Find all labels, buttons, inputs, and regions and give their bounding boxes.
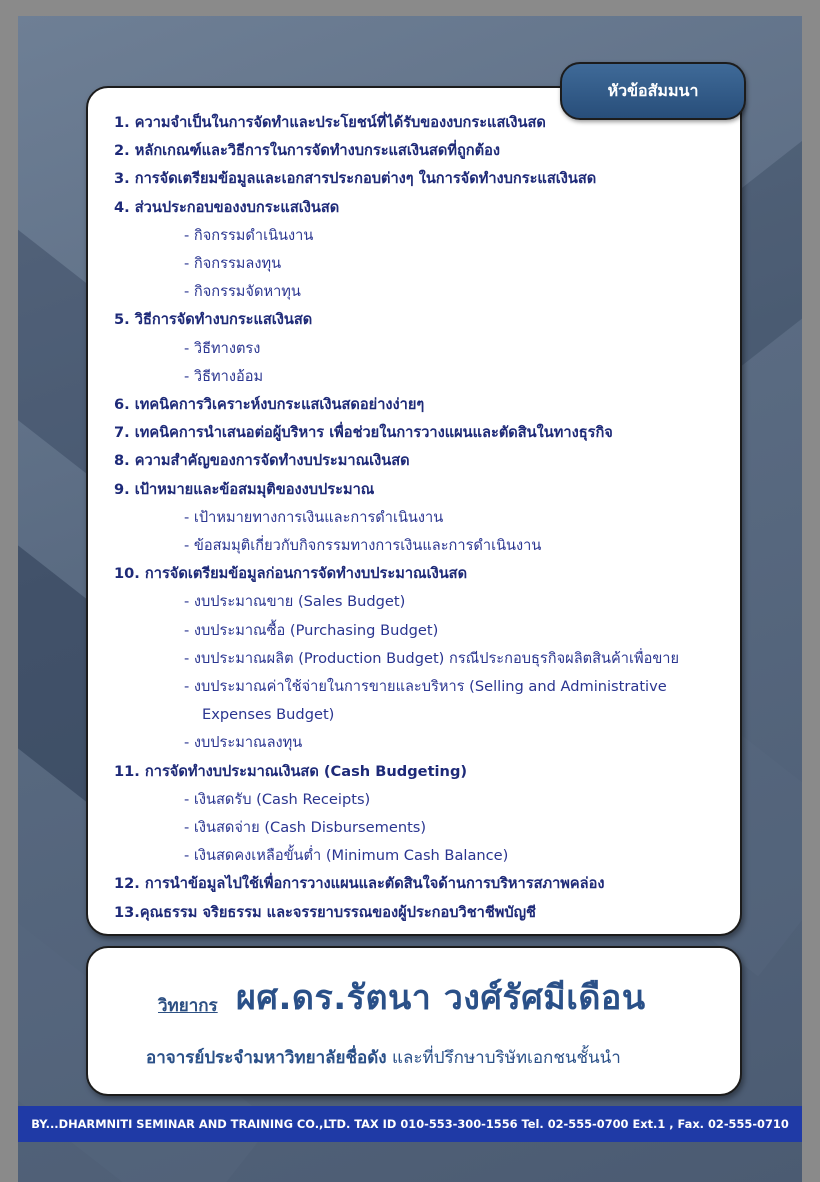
topic-subitem: - เงินสดคงเหลือขั้นต่ำ (Minimum Cash Balance)	[184, 847, 509, 865]
topic-item: 1. ความจำเป็นในการจัดทำและประโยชน์ที่ได้รับของงบกระแสเงินสด	[114, 114, 546, 131]
topic-subitem: - กิจกรรมลงทุน	[184, 255, 282, 272]
topic-subitem: - งบประมาณผลิต (Production Budget) กรณีประกอบธุรกิจผลิตสินค้าเพื่อขาย	[184, 649, 680, 667]
topic-subitem: Expenses Budget)	[202, 706, 335, 724]
lecturer-title-bold: อาจารย์ประจำมหาวิทยาลัยชื่อดัง	[146, 1048, 387, 1068]
topic-subitem: - กิจกรรมจัดหาทุน	[184, 283, 301, 301]
topic-subitem: - เงินสดจ่าย (Cash Disbursements)	[184, 819, 427, 836]
topic-subitem: - วิธีทางอ้อม	[184, 367, 264, 385]
topic-subitem: - งบประมาณลงทุน	[184, 734, 303, 752]
topic-subitem: - ข้อสมมุติเกี่ยวกับกิจกรรมทางการเงินและการดำเนินงาน	[184, 537, 542, 554]
topic-item: 5. วิธีการจัดทำงบกระแสเงินสด	[114, 311, 313, 329]
topic-item: 9. เป้าหมายและข้อสมมุติของงบประมาณ	[114, 480, 375, 498]
topic-subitem: - วิธีทางตรง	[184, 339, 261, 357]
topic-subitem: - งบประมาณซื้อ (Purchasing Budget)	[184, 621, 439, 639]
lecturer-label: วิทยากร	[158, 996, 218, 1016]
topic-item: 7. เทคนิคการนำเสนอต่อผู้บริหาร เพื่อช่วยในการวางแผนและตัดสินในทางธุรกิจ	[114, 424, 613, 442]
topic-subitem: - เป้าหมายทางการเงินและการดำเนินงาน	[184, 508, 444, 526]
topic-item: 12. การนำข้อมูลไปใช้เพื่อการวางแผนและตัดสินใจด้านการบริหารสภาพคล่อง	[114, 875, 605, 893]
topic-subitem: - เงินสดรับ (Cash Receipts)	[184, 790, 371, 808]
topic-item: 10. การจัดเตรียมข้อมูลก่อนการจัดทำงบประมาณเงินสด	[114, 565, 468, 583]
topic-subitem: - กิจกรรมดำเนินงาน	[184, 226, 314, 244]
topic-item: 8. ความสำคัญของการจัดทำงบประมาณเงินสด	[114, 452, 410, 470]
topic-item: 3. การจัดเตรียมข้อมูลและเอกสารประกอบต่างๆ ในการจัดทำงบกระแสเงินสด	[114, 170, 597, 188]
footer-bar: BY...DHARMNITI SEMINAR AND TRAINING CO.,LTD. TAX ID 010-553-300-1556 Tel. 02-555-0700 Ext.1 , Fax. 02-555-0710	[18, 1106, 802, 1142]
topic-item: 11. การจัดทำงบประมาณเงินสด (Cash Budgeting)	[114, 762, 468, 780]
topic-item: 6. เทคนิคการวิเคราะห์งบกระแสเงินสดอย่างง่ายๆ	[114, 396, 425, 413]
lecturer-panel	[86, 946, 742, 1096]
topic-item: 13.คุณธรรม จริยธรรม และจรรยาบรรณของผู้ประกอบวิชาชีพบัญชี	[114, 903, 536, 921]
lecturer-title	[146, 1044, 621, 1071]
topic-subitem: - งบประมาณขาย (Sales Budget)	[184, 593, 406, 611]
topic-subitem: - งบประมาณค่าใช้จ่ายในการขายและบริหาร (Selling and Administrative	[184, 678, 667, 695]
seminar-topics-panel	[86, 86, 742, 936]
seminar-topics-tag: หัวข้อสัมมนา	[560, 62, 746, 120]
topic-item: 2. หลักเกณฑ์และวิธีการในการจัดทำงบกระแสเงินสดที่ถูกต้อง	[114, 142, 500, 160]
lecturer-name: ผศ.ดร.รัตนา วงศ์รัศมีเดือน	[236, 978, 646, 1018]
lecturer-title-rest: และที่ปรึกษาบริษัทเอกชนชั้นนำ	[386, 1048, 621, 1068]
topic-item: 4. ส่วนประกอบของงบกระแสเงินสด	[114, 198, 340, 216]
